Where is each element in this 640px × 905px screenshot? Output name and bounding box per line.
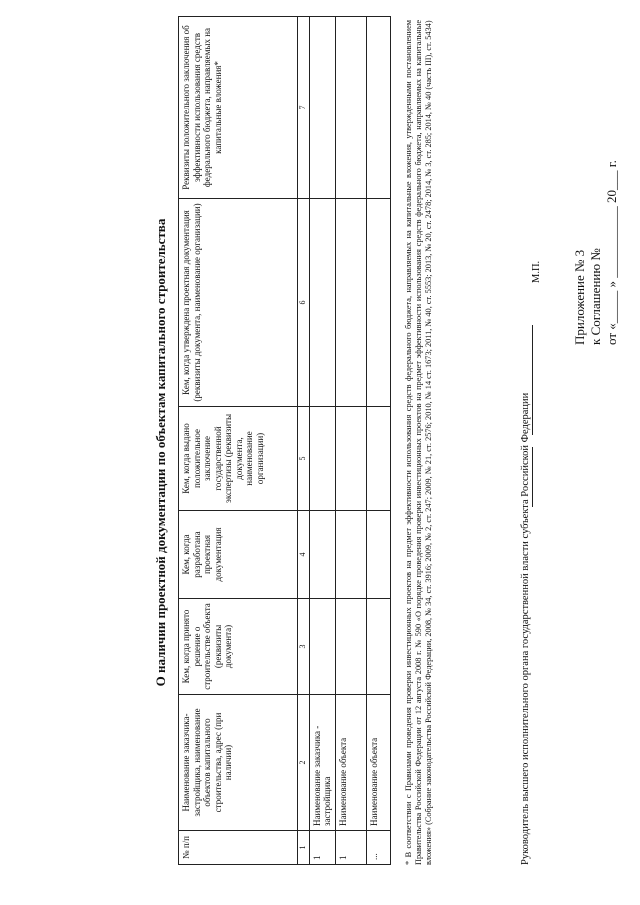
table-row (366, 17, 390, 865)
column-number: 3 (298, 599, 310, 695)
column-number: 6 (298, 199, 310, 407)
appendix-number: Приложение № 3 (572, 249, 587, 345)
column-header-customer-object: Наименование заказчика-застройщика, наименование объектов капитального строительства, адрес (при наличии) (179, 695, 298, 831)
column-header-construction-decision: Кем, когда принято решение о строительстве объекта (реквизиты документа) (179, 599, 298, 695)
appendix-header (572, 45, 620, 345)
column-number: 5 (298, 407, 310, 511)
table-cell (309, 511, 335, 599)
table-cell (366, 599, 390, 695)
footnote: * В соответствии с Правилами проведения проверки инвестиционных проектов на предмет эффективности использования средств федерального бюджета, направляемых на капитальные вложения, утвержденными постановлением Правительства Российской Федерации от 12 августа 2008 г. № 590 «О порядке проведения проверки инвестиционных проектов на предмет эффективности использования средств федерального бюджета, направляемых на капитальные вложения» (Собрание законодательства Российской Федерации, 2008, № 34, ст. 3916; 2009, № 2, ст. 247; 2009, № 21, ст. 2576; 2010, № 14 ст. 1673; 2011, № 40, ст. 5553; 2013, № 20, ст. 2478; 2014, № 3, ст. 285; 2014, № 40 (часть III), ст. 5434) (404, 20, 433, 865)
signature-block (520, 20, 531, 865)
agreement-date: от «_____ » ___________ 20___ г. (604, 160, 619, 345)
column-number: 7 (298, 17, 310, 199)
table-cell: 1 (335, 831, 366, 865)
table-cell: 1 (309, 831, 335, 865)
table-cell (366, 199, 390, 407)
column-number: 4 (298, 511, 310, 599)
signature-line (532, 447, 533, 507)
column-number: 1 (298, 831, 310, 865)
table-cell: Наименование объекта (335, 695, 366, 831)
column-header-state-expertise: Кем, когда выдано положительное заключение государственной экспертизы (реквизиты документа, наименование организации) (179, 407, 298, 511)
table-cell (335, 407, 366, 511)
table-row (309, 17, 335, 865)
column-header-efficiency-conclusion: Реквизиты положительного заключения об эффективности использования средств федерального бюджета, направляемых на капитальные вложения* (179, 17, 298, 199)
table-cell (309, 17, 335, 199)
table-cell (366, 511, 390, 599)
table-cell (366, 17, 390, 199)
column-header-number: № п/п (179, 831, 298, 865)
stamp-label: М.П. (531, 260, 542, 283)
table-cell: Наименование заказчика - застройщика (309, 695, 335, 831)
document-title: О наличии проектной документации по объектам капитального строительства (153, 218, 168, 687)
table-header-row (179, 17, 298, 865)
table-cell (366, 407, 390, 511)
column-header-approval: Кем, когда утверждена проектная документация (реквизиты документа, наименование организации) (179, 199, 298, 407)
signature-label: Руководитель высшего исполнительного органа государственной власти субъекта Российской Федерации (520, 392, 531, 865)
table-cell: Наименование объекта (366, 695, 390, 831)
table-cell (335, 17, 366, 199)
column-number-row (298, 17, 310, 865)
table-cell: ... (366, 831, 390, 865)
table-cell (309, 599, 335, 695)
table-row (335, 17, 366, 865)
table-cell (335, 199, 366, 407)
column-number: 2 (298, 695, 310, 831)
table-cell (335, 511, 366, 599)
table-cell (309, 199, 335, 407)
column-header-design-developer: Кем, когда разработана проектная документация (179, 511, 298, 599)
stamp-line (532, 325, 533, 435)
table-cell (309, 407, 335, 511)
agreement-reference: к Соглашению № (588, 248, 603, 345)
project-documentation-table (178, 16, 391, 865)
table-cell (335, 599, 366, 695)
